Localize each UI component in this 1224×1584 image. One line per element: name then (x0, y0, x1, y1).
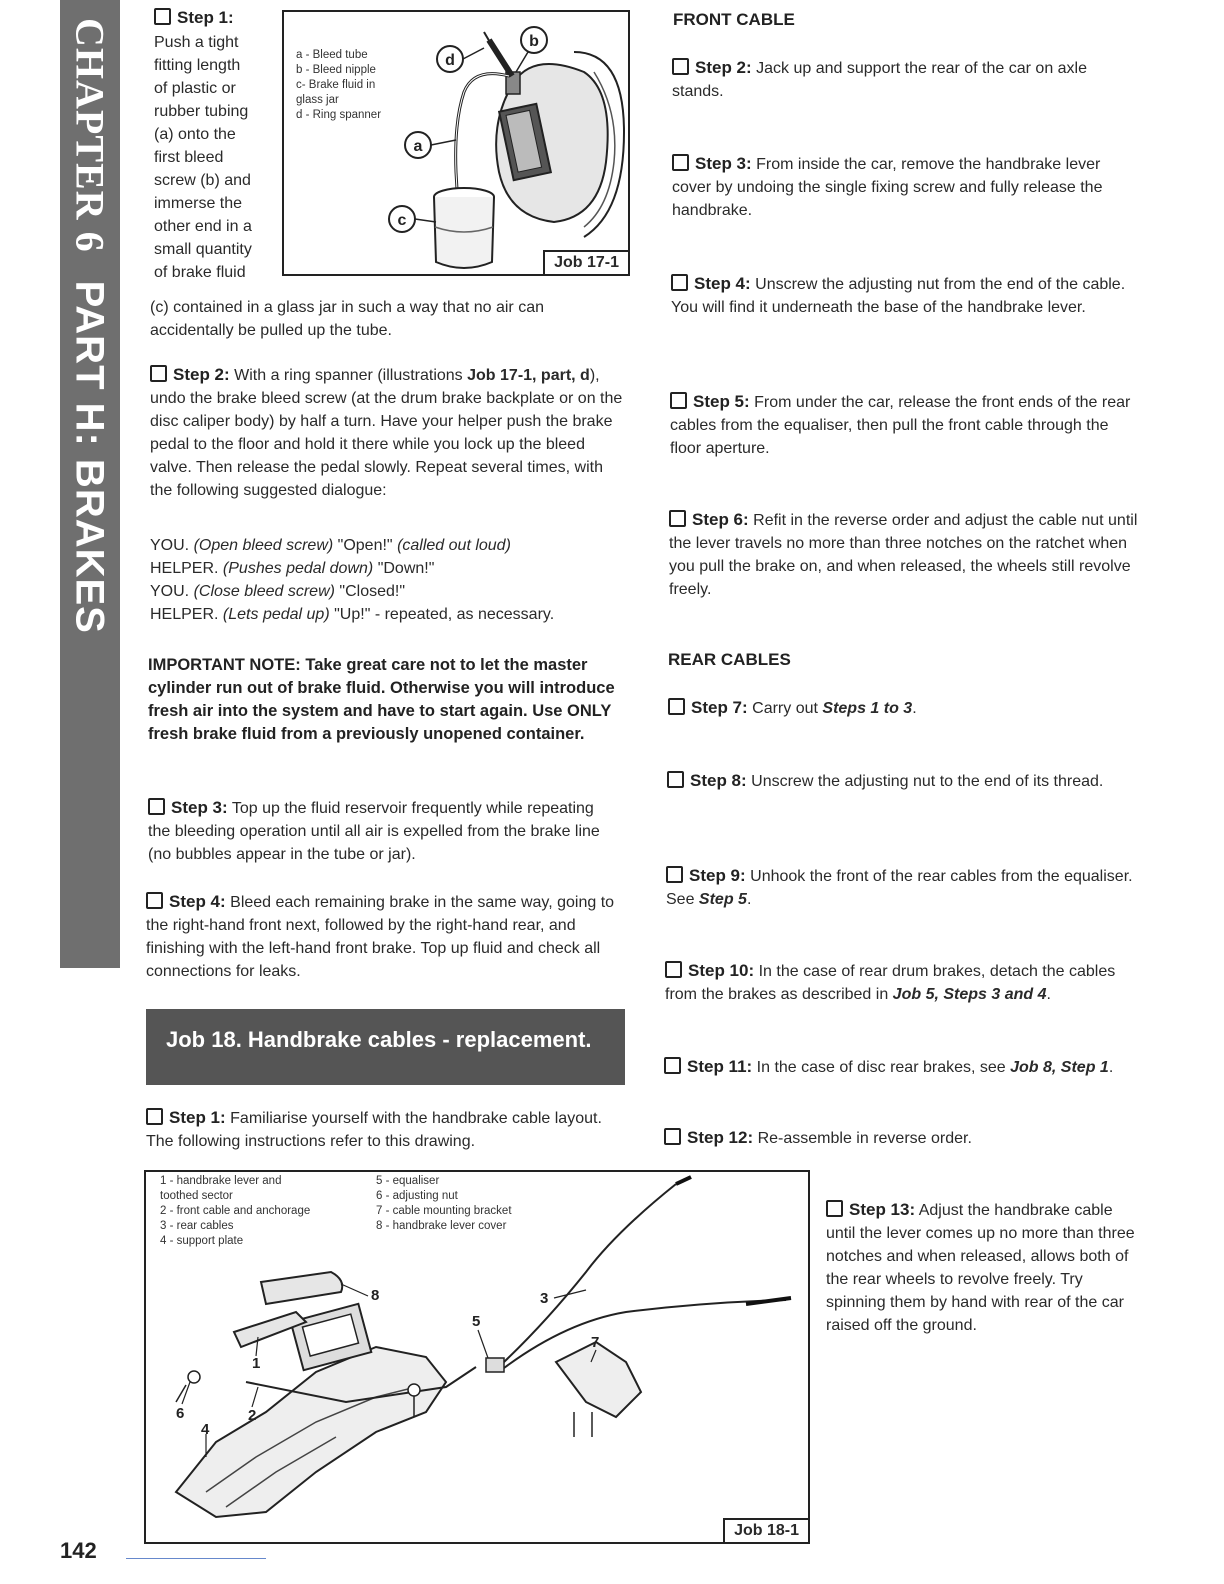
right-step-7: Step 7: Carry out Steps 1 to 3. (668, 696, 1138, 720)
right-step-2: Step 2: Jack up and support the rear of the car on axle stands. (672, 58, 1088, 100)
text-line: 8 - handbrake lever cover (376, 1220, 507, 1232)
checkbox-icon (664, 1057, 681, 1074)
text-line: immerse the (154, 195, 243, 212)
rear-cable-lower (504, 1300, 786, 1368)
callout-8: 8 (371, 1287, 380, 1304)
checkbox-icon (664, 1128, 681, 1145)
figure-tag-job-18-1: Job 18-1 (723, 1518, 810, 1544)
callout-a-text: a (413, 138, 423, 155)
text-line: c- Brake fluid in (296, 79, 376, 91)
text-line: other end in a (154, 218, 252, 235)
important-note: IMPORTANT NOTE: Take great care not to let the master cylinder run out of brake fluid. Otherwise you will introduce fresh air into the system and have to start again. Use ONLY fresh brake fluid from a previously unopened container. (148, 656, 615, 743)
right-step-10: Step 10: In the case of rear drum brakes, detach the cables from the brakes as described in Job 5, Steps 3 and 4. (665, 961, 1116, 1003)
text-line: rubber tubing (154, 103, 249, 120)
text-line: d - Ring spanner (296, 109, 382, 121)
text-line: a - Bleed tube (296, 49, 368, 61)
checkbox-icon (671, 274, 688, 291)
figure-job-18-1 (144, 1170, 810, 1544)
right-step-6: Step 6: Refit in the reverse order and adjust the cable nut until the lever travels no more than three notches on the ratchet when you pull the brake on, and when released, the wheels still revolve freely. (669, 510, 1138, 598)
checkbox-icon (669, 510, 686, 527)
checkbox-icon (150, 365, 167, 382)
figure-job-17-1 (282, 10, 630, 276)
right-step-12: Step 12: Re-assemble in reverse order. (664, 1126, 1134, 1150)
left-step-2: Step 2: With a ring spanner (illustrations Job 17-1, part, d), undo the brake bleed screw (at the drum brake backplate or on the disc caliper body) by half a turn. Have your helper push the brake pedal to the floor and hold it there while you lock up the bleed valve. Then release the pedal slowly. Repeat several times, with the following suggested dialogue: (150, 365, 623, 499)
text-line: 5 - equaliser (376, 1175, 440, 1187)
callout-3: 3 (540, 1290, 549, 1307)
left-step-1-label: Step 1: (154, 6, 234, 30)
text-line: first bleed (154, 149, 224, 166)
checkbox-icon (667, 771, 684, 788)
text-line: 2 - front cable and anchorage (160, 1205, 311, 1217)
text-line: 7 - cable mounting bracket (376, 1205, 512, 1217)
bleeding-illustration (284, 12, 628, 274)
checkbox-icon (672, 58, 689, 75)
right-step-11: Step 11: In the case of disc rear brakes, see Job 8, Step 1. (664, 1055, 1154, 1079)
left-step-1-lines (154, 31, 279, 284)
checkbox-icon (146, 1108, 163, 1125)
sidebar-title (67, 18, 114, 634)
callout-d (437, 46, 484, 72)
text-line: b - Bleed nipple (296, 64, 376, 76)
callout-b-text: b (529, 33, 539, 50)
right-step-3: Step 3: From inside the car, remove the handbrake lever cover by undoing the single fixing screw and fully release the handbrake. (672, 154, 1103, 219)
support-plate (176, 1347, 446, 1517)
checkbox-icon (666, 866, 683, 883)
right-step-9: Step 9: Unhook the front of the rear cables from the equaliser. See Step 5. (666, 866, 1133, 908)
text-line: fitting length (154, 57, 241, 74)
rear-cable-upper (504, 1184, 676, 1362)
right-step-8: Step 8: Unscrew the adjusting nut to the end of its thread. (667, 769, 1127, 793)
part-label: PART H: BRAKES (67, 280, 112, 634)
equaliser (486, 1358, 504, 1372)
checkbox-icon (670, 392, 687, 409)
right-step-5: Step 5: From under the car, release the front ends of the rear cables from the equaliser, then pull the front cable through the floor aperture. (670, 392, 1131, 457)
left-step-1-tail: (c) contained in a glass jar in such a way that no air can accidentally be pulled up the tube. (150, 299, 544, 339)
lever-cover (261, 1272, 342, 1304)
left-step-3: Step 3: Top up the fluid reservoir frequently while repeating the bleeding operation until all air is expelled from the brake line (no bubbles appear in the tube or jar). (148, 798, 600, 863)
dialogue-block (150, 534, 630, 626)
callout-5: 5 (472, 1313, 481, 1330)
dialogue-line: HELPER. (Pushes pedal down) "Down!" (150, 560, 435, 577)
text-line: of brake fluid (154, 264, 246, 281)
callout-1: 1 (252, 1355, 261, 1372)
job-18-step-1: Step 1: Familiarise yourself with the handbrake cable layout. The following instructions refer to this drawing. (146, 1108, 602, 1150)
text-line: Push a tight (154, 34, 239, 51)
text-line: glass jar (296, 94, 339, 106)
text-line: 1 - handbrake lever and (160, 1175, 282, 1187)
checkbox-icon (146, 892, 163, 909)
checkbox-icon (668, 698, 685, 715)
callout-2: 2 (248, 1407, 257, 1424)
checkbox-icon (672, 154, 689, 171)
callout-c-text: c (397, 212, 407, 229)
callout-6: 6 (176, 1405, 185, 1422)
text-line: small quantity (154, 241, 252, 258)
handbrake-illustration (146, 1172, 808, 1542)
chapter-label: CHAPTER 6 (67, 18, 113, 253)
checkbox-icon (154, 8, 171, 25)
text-line: toothed sector (160, 1190, 233, 1202)
job-18-heading: Job 18. Handbrake cables - replacement. (146, 1009, 625, 1085)
callout-d-text: d (445, 52, 455, 69)
checkbox-icon (826, 1200, 843, 1217)
text-line: of plastic or (154, 80, 236, 97)
text-line: (a) onto the (154, 126, 236, 143)
dialogue-line: YOU. (Close bleed screw) "Closed!" (150, 583, 406, 600)
right-step-13: Step 13: Adjust the handbrake cable until the lever comes up no more than three notches and when released, allows both of the rear wheels to revolve freely. Try spinning them by hand with rear of the car raised off the ground. (826, 1200, 1135, 1334)
text-line: 3 - rear cables (160, 1220, 234, 1232)
left-step-4: Step 4: Bleed each remaining brake in the same way, going to the right-hand front next, followed by the right-hand rear, and finishing with the left-hand front brake. Top up fluid and check all connections for leaks. (146, 892, 615, 980)
text-line: screw (b) and (154, 172, 251, 189)
callout-c (389, 206, 436, 232)
ring-spanner (489, 40, 512, 76)
callout-7: 7 (591, 1334, 600, 1351)
footer-rule (126, 1558, 266, 1559)
callout-a (405, 132, 456, 158)
chapter-sidebar (60, 0, 120, 968)
rear-cables-heading: REAR CABLES (668, 650, 791, 669)
text-line: 6 - adjusting nut (376, 1190, 458, 1202)
callout-4: 4 (201, 1421, 210, 1438)
dialogue-line: YOU. (Open bleed screw) "Open!" (called out loud) (150, 537, 511, 554)
front-cable-heading: FRONT CABLE (673, 10, 795, 29)
cable-mounting-bracket (556, 1342, 641, 1417)
checkbox-icon (148, 798, 165, 815)
figure-tag-job-17-1: Job 17-1 (543, 250, 630, 276)
dialogue-line: HELPER. (Lets pedal up) "Up!" - repeated, as necessary. (150, 606, 555, 623)
page-number: 142 (60, 1538, 97, 1563)
right-step-4: Step 4: Unscrew the adjusting nut from the end of the cable. You will find it underneath the base of the handbrake lever. (671, 274, 1126, 316)
checkbox-icon (665, 961, 682, 978)
text-line: 4 - support plate (160, 1235, 244, 1247)
